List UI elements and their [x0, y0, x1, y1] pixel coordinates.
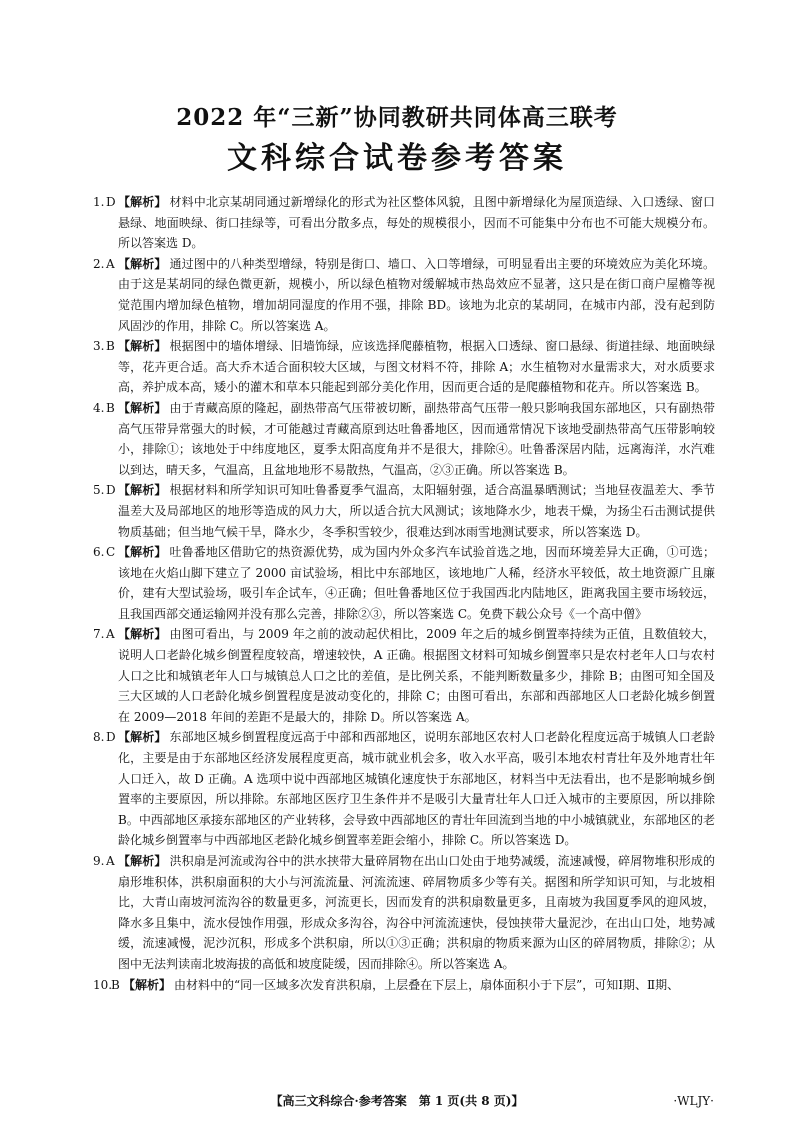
exam-title: 2022 年“三新”协同教研共同体高三联考 — [176, 104, 618, 131]
answer-explanation — [118, 192, 715, 254]
explanation-text: 由材料中的“同一区域多次发育洪积扇，上层叠在下层上，扇体面积小于下层”，可知Ⅰ期、Ⅱ期、 — [174, 977, 680, 992]
answer-choice: B — [106, 400, 115, 415]
explanation-text: 东部地区城乡倒置程度远高于中部和西部地区，说明东部地区农村人口老龄化程度远高于城镇人口老龄化，主要是由于东部地区经济发展程度更高，城市就业机会多，收入水平高，吸引本地农村青壮年及外地青壮年人口迁入，故 D 正确。A 选项中说中西部地区城镇化速度快于东部地区，材料当中无法看出，也不是影响城乡倒置率的主要原因，所以排除。东部地区医疗卫生条件并不是吸引大量青壮年人口迁入城市的主要原因，所以排除 B。中西部地区承接东部地区的产业转移，会导致中西部地区的青壮年回流到当地的中小城镇就业，东部地区的老龄化城乡倒置率与中西部地区老龄化城乡倒置率差距会缩小，排除 C。所以答案选 D。 — [118, 730, 715, 848]
analysis-tag: 【解析】 — [118, 483, 167, 498]
analysis-tag: 【解析】 — [118, 854, 167, 868]
answer-choice: B — [111, 977, 120, 992]
answer-choice: D — [106, 195, 116, 209]
answer-explanation — [118, 336, 715, 398]
answer-explanation — [118, 398, 715, 480]
analysis-tag: 【解析】 — [118, 730, 167, 745]
answer-choice: C — [106, 545, 116, 560]
answer-item — [93, 480, 715, 542]
question-number: 8. — [93, 730, 105, 745]
analysis-tag: 【解析】 — [118, 195, 167, 209]
answer-explanation — [123, 975, 715, 996]
question-number: 3. — [93, 339, 105, 354]
explanation-text: 由于青藏高原的隆起，副热带高气压带被切断，副热带高气压带一般只影响我国东部地区，只有副热带高气压带异常强大的时候，才可能越过青藏高原到达吐鲁番地区，因而通常情况下该地受副热带高气压带影响较小，排除①；该地处于中纬度地区，夏季太阳高度角并不是很大，排除④。吐鲁番深居内陆，远离海洋，水汽难以到达，晴天多，气温高，且盆地地形不易散热，气温高，②③正确。所以答案选 B。 — [118, 400, 715, 477]
explanation-text: 洪积扇是河流或沟谷中的洪水挟带大量碎屑物在出山口处由于地势减缓，流速减慢，碎屑物堆积形成的扇形堆积体，洪积扇面积的大小与河流流量、河流流速、碎屑物质多少等有关。据图和所学知识可知，与北坡相比，大青山南坡河流沟谷的数量更多，河流更长，因而发育的洪积扇数量更多，且南坡为我国夏季风的迎风坡，降水多且集中，流水侵蚀作用强，形成众多沟谷，沟谷中河流流速快，侵蚀挟带大量泥沙，在出山口处，地势减缓，流速减慢，泥沙沉积，形成多个洪积扇，所以①③正确；洪积扇的物质来源为山区的碎屑物质，排除②；从图中无法判读南北坡海拔的高低和坡度陡缓，因而排除④。所以答案选 A。 — [118, 854, 715, 971]
analysis-tag: 【解析】 — [118, 545, 167, 560]
publisher-code: ·WLJY· — [673, 1094, 714, 1108]
answer-item — [93, 851, 715, 975]
answer-choice: A — [106, 854, 115, 868]
analysis-tag: 【解析】 — [123, 977, 172, 992]
answer-item — [93, 254, 715, 336]
answer-choice: B — [106, 339, 115, 354]
explanation-text: 根据图中的墙体增绿、旧墙饰绿，应该选择爬藤植物，根据入口透绿、窗口悬绿、街道挂绿、地面映绿等，花卉更合适。高大乔木适合面积较大区域，与图文材料不符，排除 A；水生植物对水量需求大，对水质要求高，养护成本高，矮小的灌木和草本只能起到部分美化作用，因而更合适的是爬藤植物和花卉。所以答案选 B。 — [118, 339, 715, 395]
explanation-text: 由图可看出，与 2009 年之前的波动起伏相比，2009 年之后的城乡倒置率持续为正值，且数值较大，说明人口老龄化城乡倒置程度较高，增速较快，A 正确。根据图文材料可知城乡倒置率只是农村老年人口与农村人口之比和城镇老年人口与城镇总人口之比的差值，是比例关系，不能判断数量多少，排除 B；由图可知全国及三大区域的人口老龄化城乡倒置程度是波动变化的，排除 C；由图可看出，东部和西部地区人口老龄化城乡倒置在 2009—2018 年间的差距不是最大的，排除 D。所以答案选 A。 — [118, 627, 715, 724]
analysis-tag: 【解析】 — [118, 627, 167, 642]
answer-choice: D — [106, 483, 116, 498]
page-number-label: 【高三文科综合·参考答案 第 1 页(共 8 页)】 — [270, 1094, 524, 1108]
explanation-text: 根据材料和所学知识可知吐鲁番夏季气温高，太阳辐射强，适合高温暴晒测试；当地昼夜温差大、季节温差大及局部地区的地形等造成的风力大，所以适合抗大风测试；该地降水少，地表干燥，为扬尘石击测试提供物质基础；但当地气候干旱，降水少，冬季积雪较少，很难达到冰雨雪地测试要求，所以答案选 D。 — [118, 483, 715, 539]
question-number: 5. — [93, 483, 105, 498]
answer-choice: D — [106, 730, 116, 745]
answer-explanation — [118, 480, 715, 542]
answer-item — [93, 727, 715, 851]
question-number: 1. — [93, 195, 105, 209]
analysis-tag: 【解析】 — [118, 256, 167, 271]
answer-item — [93, 975, 715, 996]
question-number: 4. — [93, 400, 105, 415]
answer-explanation — [118, 542, 715, 624]
analysis-tag: 【解析】 — [118, 400, 167, 415]
answer-choice: A — [106, 627, 115, 642]
question-number: 2. — [93, 256, 105, 271]
page-footer — [0, 1092, 794, 1110]
answer-item — [93, 192, 715, 254]
explanation-text: 通过图中的八种类型增绿，特别是街口、墙口、入口等增绿，可明显看出主要的环境效应为美化环境。由于这是某胡同的绿色微更新，规模小，所以绿色植物对缓解城市热岛效应不显著，这只是在街口商户屋檐等视觉范围内增加绿色植物，增加胡同湿度的作用不强，排除 BD。该地为北京的某胡同，在城市内部，没有起到防风固沙的作用，排除 C。所以答案选 A。 — [118, 256, 715, 333]
answer-explanation — [118, 624, 715, 727]
answer-explanation — [118, 727, 715, 851]
question-number: 9. — [93, 854, 105, 868]
analysis-tag: 【解析】 — [118, 339, 167, 354]
question-number: 6. — [93, 545, 105, 560]
answer-key-title: 文科综合试卷参考答案 — [227, 141, 567, 176]
answer-explanation — [118, 851, 715, 975]
answer-list — [93, 192, 715, 1087]
answer-item — [93, 398, 715, 480]
question-number: 7. — [93, 627, 105, 642]
answer-item — [93, 542, 715, 624]
explanation-text: 材料中北京某胡同通过新增绿化的形式为社区整体风貌，且图中新增绿化为屋顶造绿、入口透绿、窗口悬绿、地面映绿、街口挂绿等，可看出分散多点，每处的规模很小，因而不可能集中分布也不可能大规模分布。所以答案选 D。 — [118, 195, 715, 251]
answer-item — [93, 624, 715, 727]
answer-explanation — [118, 254, 715, 336]
answer-choice: A — [106, 256, 115, 271]
answer-item — [93, 336, 715, 398]
explanation-text: 吐鲁番地区借助它的热资源优势，成为国内外众多汽车试验首选之地，因而环境差异大正确，①可选；该地在火焰山脚下建立了 2000 亩试验场，相比中东部地区，该地地广人稀，经济水平较低，故土地资源广且廉价，建有大型试验场，吸引车企试车，④正确；但吐鲁番地区位于我国西北内陆地区，距离我国主要市场较远，且我国西部交通运输网并没有那么完善，排除②③，所以答案选 C。免费下载公众号《一个高中僧》 — [118, 545, 715, 621]
question-number: 10. — [93, 977, 113, 992]
